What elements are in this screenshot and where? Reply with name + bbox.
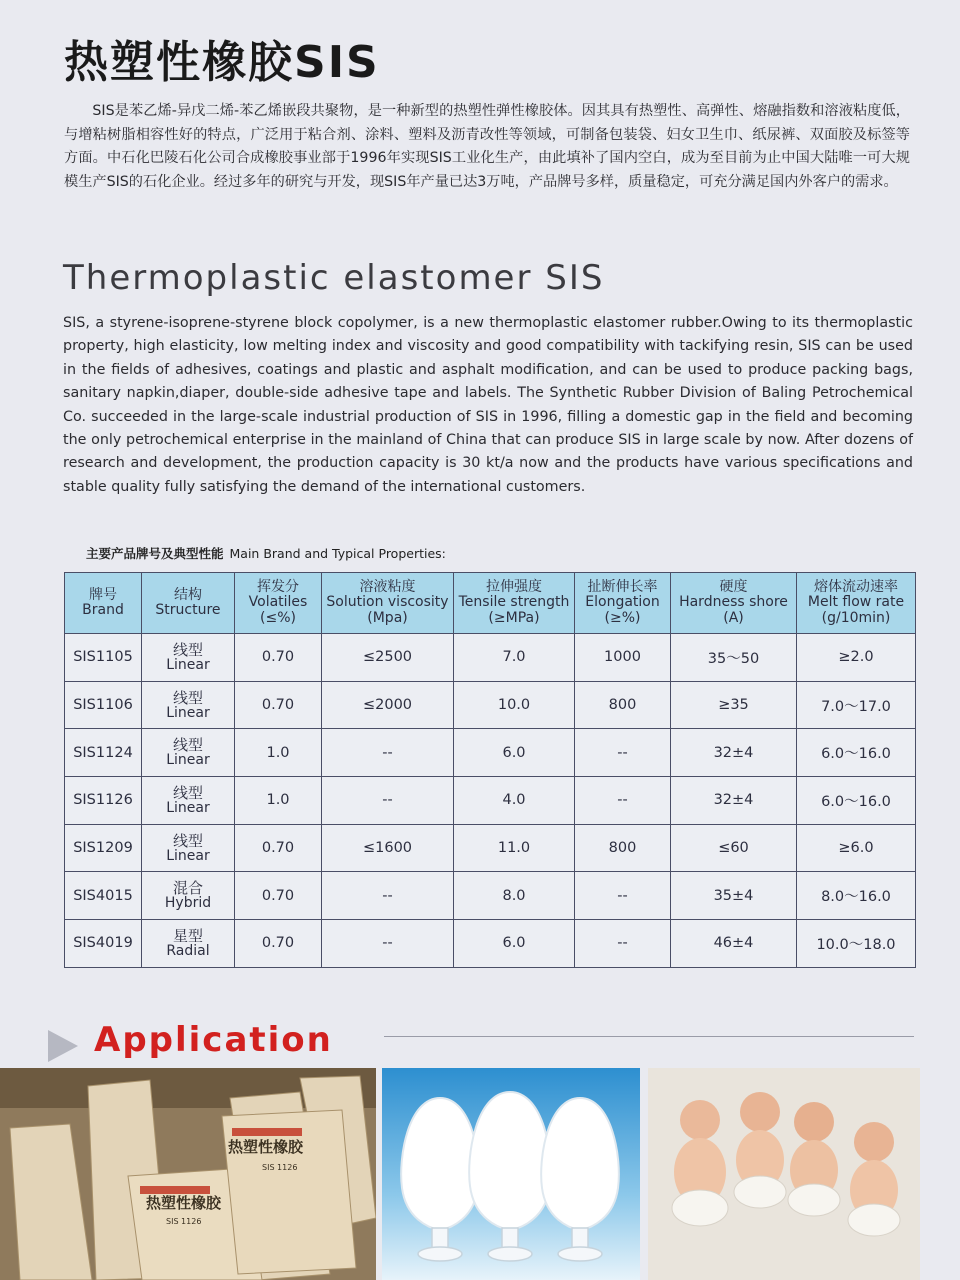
cell-mfr: 10.0～18.0	[797, 920, 916, 968]
cell-hardness: 35～50	[671, 634, 797, 682]
cell-hardness: 32±4	[671, 729, 797, 777]
application-heading: Application	[94, 1020, 333, 1060]
bag-label-code: SIS 1126	[166, 1217, 202, 1226]
page-title-en: Thermoplastic elastomer SIS	[63, 258, 605, 298]
cell-volatiles: 1.0	[235, 729, 322, 777]
page-title-cn: 热塑性橡胶SIS	[64, 37, 380, 88]
cell-volatiles: 0.70	[235, 634, 322, 682]
cell-viscosity: --	[322, 872, 454, 920]
cell-viscosity: ≤2000	[322, 681, 454, 729]
cell-viscosity: --	[322, 729, 454, 777]
cell-tensile: 10.0	[454, 681, 575, 729]
header-tensile: 拉伸强度 Tensile strength (≥MPa)	[454, 573, 575, 634]
table-row	[65, 872, 916, 920]
cell-elongation: --	[575, 777, 671, 825]
bags-illustration	[0, 1068, 376, 1280]
cell-mfr: ≥2.0	[797, 634, 916, 682]
cell-brand: SIS1106	[65, 681, 142, 729]
cell-elongation: 1000	[575, 634, 671, 682]
cell-structure: 混合 Hybrid	[142, 872, 235, 920]
header-viscosity: 溶液粘度 Solution viscosity (Mpa)	[322, 573, 454, 634]
cell-tensile: 7.0	[454, 634, 575, 682]
table-row	[65, 729, 916, 777]
cell-brand: SIS1105	[65, 634, 142, 682]
table-row	[65, 777, 916, 825]
babies-illustration	[648, 1068, 920, 1280]
cell-brand: SIS4015	[65, 872, 142, 920]
header-brand: 牌号 Brand	[65, 573, 142, 634]
cell-viscosity: ≤2500	[322, 634, 454, 682]
table-caption-en: Main Brand and Typical Properties:	[229, 546, 446, 561]
cell-mfr: 6.0～16.0	[797, 777, 916, 825]
cell-hardness: 46±4	[671, 920, 797, 968]
intro-paragraph-cn: SIS是苯乙烯-异戊二烯-苯乙烯嵌段共聚物，是一种新型的热塑性弹性橡胶体。因其具有热塑性、高弹性、熔融指数和溶液粘度低，与增粘树脂相容性好的特点，广泛用于粘合剂、涂料、塑料及沥青改性等领域，可制备包装袋、妇女卫生巾、纸尿裤、双面胶及标签等方面。中石化巴陵石化公司合成橡胶事业部于1996年实现SIS工业化生产，由此填补了国内空白，成为至目前为止中国大陆唯一可大规模生产SIS的石化企业。经过多年的研究与开发，现SIS年产量已达3万吨，产品牌号多样，质量稳定，可充分满足国内外客户的需求。	[64, 103, 910, 190]
cell-elongation: --	[575, 872, 671, 920]
table-row	[65, 681, 916, 729]
cell-structure: 线型 Linear	[142, 824, 235, 872]
header-volatiles: 挥发分 Volatiles (≤%)	[235, 573, 322, 634]
cell-volatiles: 1.0	[235, 777, 322, 825]
cell-brand: SIS1124	[65, 729, 142, 777]
cell-structure: 星型 Radial	[142, 920, 235, 968]
cell-elongation: --	[575, 920, 671, 968]
header-elongation: 扯断伸长率 Elongation (≥%)	[575, 573, 671, 634]
product-bags-photo	[0, 1068, 376, 1280]
cell-volatiles: 0.70	[235, 920, 322, 968]
cell-elongation: --	[575, 729, 671, 777]
cell-brand: SIS4019	[65, 920, 142, 968]
cell-viscosity: ≤1600	[322, 824, 454, 872]
table-caption-cn: 主要产品牌号及典型性能	[86, 546, 224, 561]
table-header-row	[65, 573, 916, 634]
properties-table	[64, 572, 916, 968]
table-row	[65, 824, 916, 872]
divider-line	[384, 1036, 914, 1037]
bag-label-cn: 热塑性橡胶	[146, 1194, 222, 1212]
cell-mfr: 8.0～16.0	[797, 872, 916, 920]
cell-structure: 线型 Linear	[142, 681, 235, 729]
cell-volatiles: 0.70	[235, 681, 322, 729]
cell-brand: SIS1209	[65, 824, 142, 872]
cell-volatiles: 0.70	[235, 824, 322, 872]
cell-elongation: 800	[575, 681, 671, 729]
cell-brand: SIS1126	[65, 777, 142, 825]
play-arrow-icon	[48, 1030, 78, 1062]
header-hardness: 硬度 Hardness shore (A)	[671, 573, 797, 634]
babies-in-diapers-photo	[648, 1068, 920, 1280]
intro-paragraph-en: SIS, a styrene-isoprene-styrene block copolymer, is a new thermoplastic elastomer rubber.Owing to its thermoplastic property, high elasticity, low melting index and viscosity and good compatibility with tackifying resin, SIS can be used in the fields of adhesives, coatings and plastic and asphalt modification, and can be used to produce packing bags, sanitary napkin,diaper, double-side adhesive tape and labels. The Synthetic Rubber Division of Baling Petrochemical Co. succeeded in the large-scale industrial production of SIS in 1996, filling a domestic gap in the field and becoming the only petrochemical enterprise in the mainland of China that can produce SIS in large scale by now. After dozens of research and development, the production capacity is 30 kt/a now and the products have various specifications and stable quality fully satisfying the demand of the international customers.	[63, 315, 913, 495]
cell-elongation: 800	[575, 824, 671, 872]
header-structure: 结构 Structure	[142, 573, 235, 634]
cell-hardness: 32±4	[671, 777, 797, 825]
cell-structure: 线型 Linear	[142, 634, 235, 682]
cell-tensile: 11.0	[454, 824, 575, 872]
cell-tensile: 6.0	[454, 920, 575, 968]
cell-viscosity: --	[322, 920, 454, 968]
pellets-illustration	[382, 1068, 640, 1280]
cell-tensile: 4.0	[454, 777, 575, 825]
cell-tensile: 8.0	[454, 872, 575, 920]
table-row	[65, 634, 916, 682]
bag-label-code: SIS 1126	[262, 1163, 298, 1172]
cell-hardness: 35±4	[671, 872, 797, 920]
cell-structure: 线型 Linear	[142, 777, 235, 825]
cell-mfr: 6.0～16.0	[797, 729, 916, 777]
header-mfr: 熔体流动速率 Melt flow rate (g/10min)	[797, 573, 916, 634]
cell-viscosity: --	[322, 777, 454, 825]
table-caption	[86, 544, 446, 562]
table-row	[65, 920, 916, 968]
cell-tensile: 6.0	[454, 729, 575, 777]
bag-label-cn: 热塑性橡胶	[228, 1138, 304, 1156]
sis-pellets-photo	[382, 1068, 640, 1280]
cell-hardness: ≤60	[671, 824, 797, 872]
cell-volatiles: 0.70	[235, 872, 322, 920]
cell-hardness: ≥35	[671, 681, 797, 729]
cell-structure: 线型 Linear	[142, 729, 235, 777]
cell-mfr: ≥6.0	[797, 824, 916, 872]
cell-mfr: 7.0～17.0	[797, 681, 916, 729]
